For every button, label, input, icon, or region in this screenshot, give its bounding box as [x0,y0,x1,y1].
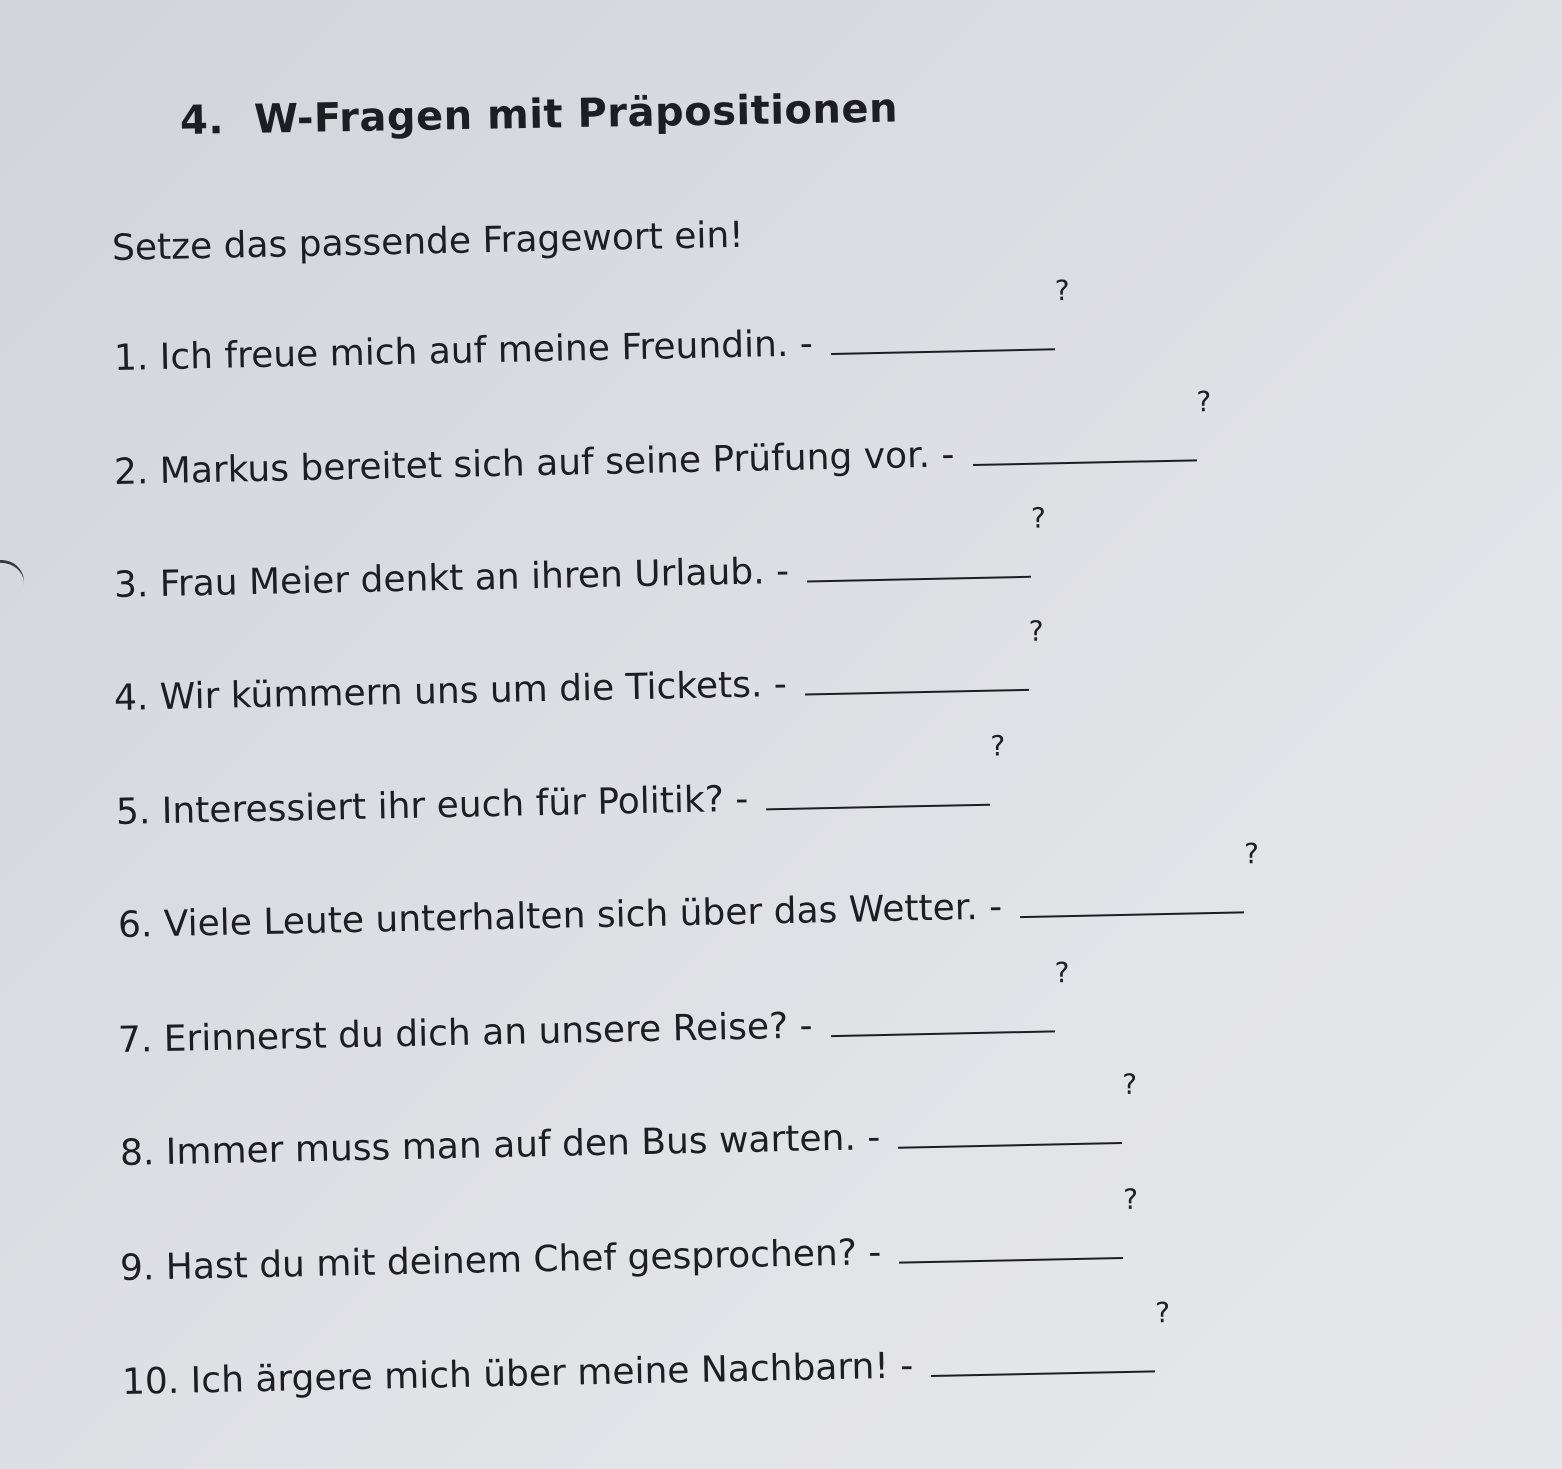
answer-blank[interactable] [899,1182,1139,1264]
question-mark: ? [990,729,1006,763]
answer-blank[interactable] [931,1296,1171,1377]
exercise-item-10 [121,1296,1171,1403]
answer-blank[interactable] [804,614,1044,696]
question-mark: ? [1054,273,1071,308]
item-text: 2. Markus bereitet sich auf seine Prüfung vor. - [113,434,955,493]
answer-blank[interactable] [830,956,1070,1037]
exercise-item-5 [115,729,1006,833]
item-text: 3. Frau Meier denkt an ihren Urlaub. - [113,550,790,606]
question-mark: ? [1196,385,1212,419]
answer-blank[interactable] [898,1067,1138,1149]
item-text: 9. Hast du mit deinem Chef gesprochen? - [119,1232,882,1289]
item-text: 10. Ich ärgere mich über meine Nachbarn! - [121,1345,914,1403]
exercise-item-2 [113,385,1212,493]
item-text: 1. Ich freue mich auf meine Freundin. - [113,323,814,379]
item-text: 8. Immer muss man auf den Bus warten. - [119,1117,881,1174]
exercise-heading [180,85,899,144]
item-text: 6. Viele Leute unterhalten sich über das Wetter. - [117,886,1003,946]
answer-blank[interactable] [1020,837,1260,918]
question-mark: ? [1121,1067,1138,1101]
exercise-item-1 [113,273,1071,379]
item-text: 4. Wir kümmern uns um die Tickets. - [113,663,788,719]
answer-blank[interactable] [807,501,1047,583]
answer-blank[interactable] [766,729,1006,811]
question-mark: ? [1154,1296,1171,1330]
punch-hole-edge [0,557,27,607]
exercise-instruction: Setze das passende Fragewort ein! [111,214,745,269]
exercise-item-7 [117,956,1070,1061]
item-text: 7. Erinnerst du dich an unsere Reise? - [117,1005,813,1061]
exercise-title: W-Fragen mit Präpositionen [253,85,899,143]
question-mark: ? [1243,837,1260,871]
exercise-item-8 [119,1067,1138,1174]
exercise-item-6 [117,837,1260,946]
answer-blank[interactable] [830,273,1071,355]
question-mark: ? [1030,501,1047,535]
question-mark: ? [1122,1182,1139,1216]
exercise-item-9 [119,1182,1139,1289]
exercise-number: 4. [179,97,225,144]
item-text: 5. Interessiert ihr euch für Politik? - [115,778,749,833]
question-mark: ? [1054,956,1070,990]
exercise-item-4 [113,614,1044,719]
answer-blank[interactable] [972,385,1212,466]
exercise-item-3 [113,501,1047,606]
question-mark: ? [1028,614,1044,648]
